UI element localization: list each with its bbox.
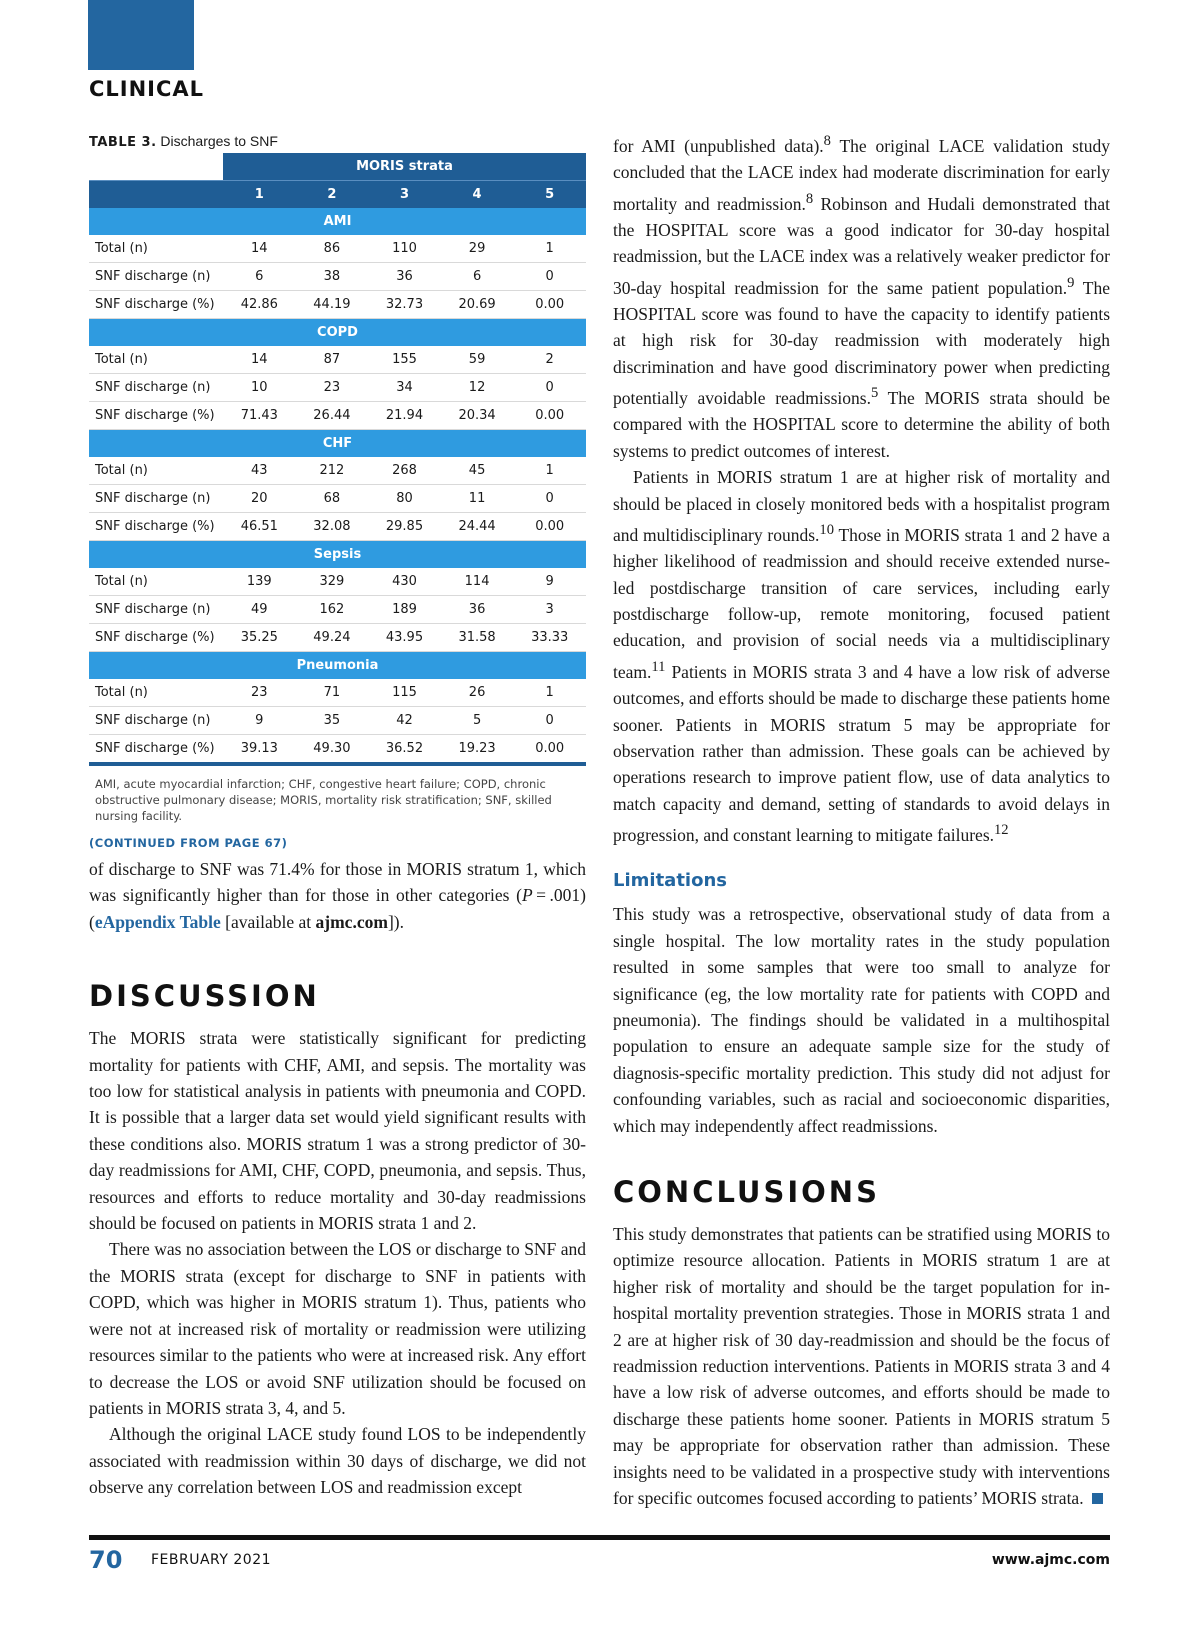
table-cell: 0 bbox=[513, 485, 586, 513]
strata-number-blank bbox=[89, 181, 223, 209]
table-cell: 6 bbox=[223, 263, 296, 291]
table-cell: 80 bbox=[368, 485, 441, 513]
table-cell: 68 bbox=[296, 485, 369, 513]
table-cell: 29.85 bbox=[368, 513, 441, 541]
table-cell: 29 bbox=[441, 235, 514, 263]
table-title: Discharges to SNF bbox=[160, 133, 278, 149]
continued-paragraph: of discharge to SNF was 71.4% for those in MORIS stratum 1, which was significantly higher than for those in other categories (P = .001) (eAppendix Table [available at ajmc.com]). bbox=[89, 859, 586, 932]
section-label: CLINICAL bbox=[89, 77, 205, 101]
row-label: Total (n) bbox=[89, 679, 223, 707]
table-cell: 45 bbox=[441, 457, 514, 485]
table-cell: 139 bbox=[223, 568, 296, 596]
discussion-paragraph-5: Patients in MORIS stratum 1 are at higher risk of mortality and should be placed in closely monitored beds with a hospitalist program and multidisciplinary rounds.$^{10}$ Those in MORIS strata 1 and 2 have a higher likelihood of readmission and should receive extended nurse-led postdischarge transition of care services, including early postdischarge follow-up, remote monitoring, focused patient education, and provision of social needs via a multidisciplinary team.$^{11}$ Patients in MORIS strata 3 and 4 have a low risk of adverse outcomes, and efforts should be made to discharge these patients home sooner. Patients in MORIS stratum 5 may be appropriate for observation rather than admission. These goals can be achieved by operations research to improve patient flow, use of data analytics to match capacity and demand, setting of standards to avoid delays in progression, and constant learning to mitigate failures.$^{12}$ bbox=[613, 467, 1110, 845]
table-cell: 43 bbox=[223, 457, 296, 485]
table-cell: 114 bbox=[441, 568, 514, 596]
table-cell: 9 bbox=[513, 568, 586, 596]
row-label: SNF discharge (%) bbox=[89, 624, 223, 652]
table-cell: 33.33 bbox=[513, 624, 586, 652]
group-row bbox=[89, 541, 586, 569]
row-label: SNF discharge (%) bbox=[89, 402, 223, 430]
table-cell: 0.00 bbox=[513, 402, 586, 430]
table-cell: 0.00 bbox=[513, 735, 586, 765]
row-label: SNF discharge (n) bbox=[89, 596, 223, 624]
discharge-table bbox=[89, 153, 586, 766]
table-row bbox=[89, 235, 586, 263]
table-cell: 2 bbox=[513, 346, 586, 374]
table-cell: 5 bbox=[441, 707, 514, 735]
strata-number: 4 bbox=[441, 181, 514, 209]
table-cell: 71.43 bbox=[223, 402, 296, 430]
table-cell: 49.30 bbox=[296, 735, 369, 765]
row-label: Total (n) bbox=[89, 235, 223, 263]
table-corner-blank bbox=[89, 153, 223, 181]
table-cell: 86 bbox=[296, 235, 369, 263]
table-cell: 87 bbox=[296, 346, 369, 374]
eappendix-link[interactable]: eAppendix Table bbox=[94, 911, 221, 932]
table-cell: 42 bbox=[368, 707, 441, 735]
table-cell: 0 bbox=[513, 263, 586, 291]
conclusions-heading: CONCLUSIONS bbox=[613, 1175, 880, 1210]
table-cell: 10 bbox=[223, 374, 296, 402]
table-cell: 36 bbox=[368, 263, 441, 291]
group-name: Sepsis bbox=[89, 541, 586, 569]
page-number: 70 bbox=[89, 1546, 123, 1574]
table-cell: 43.95 bbox=[368, 624, 441, 652]
table-cell: 32.73 bbox=[368, 291, 441, 319]
issue-date: FEBRUARY 2021 bbox=[151, 1552, 272, 1568]
footer-rule bbox=[89, 1535, 1110, 1540]
table-row bbox=[89, 707, 586, 735]
table-cell: 36.52 bbox=[368, 735, 441, 765]
table-cell: 39.13 bbox=[223, 735, 296, 765]
limitations-paragraph: This study was a retrospective, observational study of data from a single hospital. The low mortality rates in the study population resulted in some samples that were too small to analyze for significance (eg, the low mortality rate for patients with COPD and pneumonia). The findings should be validated in a multihospital population to ensure an adequate sample size for the study of diagnosis-specific mortality prediction. This study did not adjust for confounding variables, such as racial and socioeconomic disparities, which may independently affect readmissions. bbox=[613, 904, 1110, 1136]
row-label: Total (n) bbox=[89, 568, 223, 596]
table-row bbox=[89, 485, 586, 513]
table-cell: 35.25 bbox=[223, 624, 296, 652]
group-name: Pneumonia bbox=[89, 652, 586, 680]
table-cell: 44.19 bbox=[296, 291, 369, 319]
row-label: SNF discharge (n) bbox=[89, 707, 223, 735]
table-cell: 49.24 bbox=[296, 624, 369, 652]
table-cell: 31.58 bbox=[441, 624, 514, 652]
table-row bbox=[89, 596, 586, 624]
table-cell: 19.23 bbox=[441, 735, 514, 765]
table-row bbox=[89, 624, 586, 652]
group-name: COPD bbox=[89, 319, 586, 347]
table-cell: 430 bbox=[368, 568, 441, 596]
table-cell: 36 bbox=[441, 596, 514, 624]
end-mark-icon bbox=[1092, 1493, 1103, 1504]
table-row bbox=[89, 346, 586, 374]
table-cell: 26 bbox=[441, 679, 514, 707]
site-url[interactable]: www.ajmc.com bbox=[991, 1552, 1110, 1568]
table-cell: 1 bbox=[513, 679, 586, 707]
table-cell: 0 bbox=[513, 707, 586, 735]
table-cell: 35 bbox=[296, 707, 369, 735]
row-label: Total (n) bbox=[89, 457, 223, 485]
right-column bbox=[613, 128, 1110, 1511]
discussion-paragraph-2: There was no association between the LOS or discharge to SNF and the MORIS strata (except for discharge to SNF in patients with COPD, which was higher in MORIS stratum 1). Thus, patients who were not at increased risk of mortality or readmission were utilizing resources similar to the patients who were at increased risk. Any effort to decrease the LOS or avoid SNF utilization should be focused on patients in MORIS strata 3, 4, and 5. bbox=[89, 1239, 586, 1418]
table-row bbox=[89, 735, 586, 765]
table-cell: 23 bbox=[223, 679, 296, 707]
strata-number: 2 bbox=[296, 181, 369, 209]
table-cell: 26.44 bbox=[296, 402, 369, 430]
table-cell: 212 bbox=[296, 457, 369, 485]
table-cell: 20.34 bbox=[441, 402, 514, 430]
table-cell: 1 bbox=[513, 457, 586, 485]
table-cell: 329 bbox=[296, 568, 369, 596]
continued-label: (CONTINUED FROM PAGE 67) bbox=[89, 836, 288, 850]
discussion-paragraph-1: The MORIS strata were statistically significant for predicting mortality for patients with CHF, AMI, and sepsis. The mortality was too low for statistical analysis in patients with pneumonia and COPD. It is possible that a larger data set would yield significant results with these conditions also. MORIS stratum 1 was a strong predictor of 30-day readmissions for AMI, CHF, COPD, pneumonia, and sepsis. Thus, resources and efforts to reduce mortality and 30-day readmissions should be focused on patients in MORIS strata 1 and 2. bbox=[89, 1028, 586, 1234]
table-row bbox=[89, 568, 586, 596]
strata-number: 3 bbox=[368, 181, 441, 209]
table-cell: 20.69 bbox=[441, 291, 514, 319]
row-label: SNF discharge (n) bbox=[89, 374, 223, 402]
table-cell: 268 bbox=[368, 457, 441, 485]
table-cell: 189 bbox=[368, 596, 441, 624]
table-caption bbox=[89, 133, 586, 153]
row-label: SNF discharge (%) bbox=[89, 735, 223, 765]
table-cell: 42.86 bbox=[223, 291, 296, 319]
section-color-tab bbox=[88, 0, 194, 70]
table-cell: 110 bbox=[368, 235, 441, 263]
table-cell: 71 bbox=[296, 679, 369, 707]
discussion-paragraph-3: Although the original LACE study found LOS to be independently associated with readmission within 30 days of discharge, we did not observe any correlation between LOS and readmission except bbox=[89, 1424, 586, 1498]
table-cell: 23 bbox=[296, 374, 369, 402]
conclusions-paragraph: This study demonstrates that patients can be stratified using MORIS to optimize resource allocation. Patients in MORIS stratum 1 are at higher risk of mortality and should be the target population for in-hospital mortality prevention strategies. Those in MORIS strata 1 and 2 are at higher risk of 30 day-readmission and should be the focus of readmission reduction interventions. Patients in MORIS strata 3 and 4 have a low risk of adverse outcomes, and efforts should be made to discharge these patients home sooner. Patients in MORIS stratum 5 may be appropriate for observation rather than admission. These insights need to be validated in a prospective study with interventions for specific outcomes focused according to patients’ MORIS strata. bbox=[613, 1224, 1110, 1509]
table-row bbox=[89, 291, 586, 319]
table-cell: 0.00 bbox=[513, 291, 586, 319]
table-cell: 115 bbox=[368, 679, 441, 707]
table-cell: 21.94 bbox=[368, 402, 441, 430]
table-cell: 0 bbox=[513, 374, 586, 402]
table-cell: 6 bbox=[441, 263, 514, 291]
row-label: SNF discharge (n) bbox=[89, 485, 223, 513]
table-cell: 3 bbox=[513, 596, 586, 624]
left-column bbox=[89, 836, 586, 1501]
strata-numbers-row bbox=[89, 181, 586, 209]
discussion-paragraph-4: for AMI (unpublished data).$^8$ The original LACE validation study concluded that the LACE index had moderate discrimination for early mortality and readmission.$^8$ Robinson and Hudali demonstrated that the HOSPITAL score was a good indicator for 30-day hospital readmission, but the LACE index was a relatively weaker predictor for 30-day hospital readmission for the same patient population.$^9$ The HOSPITAL score was found to have the capacity to identify patients at high risk for 30-day readmission with moderately high discrimination and have good discriminatory power when predicting potentially avoidable readmissions.$^5$ The MORIS strata should be compared with the HOSPITAL score to determine the ability of both systems to predict outcomes of interest. bbox=[613, 133, 1110, 461]
table-cell: 0.00 bbox=[513, 513, 586, 541]
row-label: SNF discharge (%) bbox=[89, 513, 223, 541]
table-row bbox=[89, 457, 586, 485]
group-name: AMI bbox=[89, 208, 586, 235]
strata-number: 1 bbox=[223, 181, 296, 209]
table-cell: 162 bbox=[296, 596, 369, 624]
discussion-heading: DISCUSSION bbox=[89, 979, 320, 1014]
table-cell: 38 bbox=[296, 263, 369, 291]
ajmc-link[interactable]: ajmc.com bbox=[315, 911, 388, 932]
group-row bbox=[89, 319, 586, 347]
table-cell: 49 bbox=[223, 596, 296, 624]
table-cell: 12 bbox=[441, 374, 514, 402]
limitations-heading: Limitations bbox=[613, 870, 727, 892]
table-footnote: AMI, acute myocardial infarction; CHF, congestive heart failure; COPD, chronic obstructive pulmonary disease; MORIS, mortality risk stratification; SNF, skilled nursing facility. bbox=[95, 777, 552, 823]
table-row bbox=[89, 402, 586, 430]
group-row bbox=[89, 208, 586, 235]
group-name: CHF bbox=[89, 430, 586, 458]
table-cell: 9 bbox=[223, 707, 296, 735]
table-row bbox=[89, 679, 586, 707]
table-cell: 1 bbox=[513, 235, 586, 263]
strata-number: 5 bbox=[513, 181, 586, 209]
table-cell: 11 bbox=[441, 485, 514, 513]
group-row bbox=[89, 652, 586, 680]
strata-header: MORIS strata bbox=[223, 153, 586, 181]
table-cell: 46.51 bbox=[223, 513, 296, 541]
group-row bbox=[89, 430, 586, 458]
table-row bbox=[89, 263, 586, 291]
table-cell: 24.44 bbox=[441, 513, 514, 541]
row-label: SNF discharge (n) bbox=[89, 263, 223, 291]
table-cell: 59 bbox=[441, 346, 514, 374]
table-body bbox=[89, 208, 586, 764]
row-label: Total (n) bbox=[89, 346, 223, 374]
table-row bbox=[89, 513, 586, 541]
table-row bbox=[89, 374, 586, 402]
table-label: TABLE 3. bbox=[89, 135, 157, 150]
table-cell: 155 bbox=[368, 346, 441, 374]
table-cell: 14 bbox=[223, 346, 296, 374]
table-3 bbox=[89, 133, 586, 824]
table-cell: 20 bbox=[223, 485, 296, 513]
table-cell: 34 bbox=[368, 374, 441, 402]
row-label: SNF discharge (%) bbox=[89, 291, 223, 319]
table-cell: 14 bbox=[223, 235, 296, 263]
table-cell: 32.08 bbox=[296, 513, 369, 541]
